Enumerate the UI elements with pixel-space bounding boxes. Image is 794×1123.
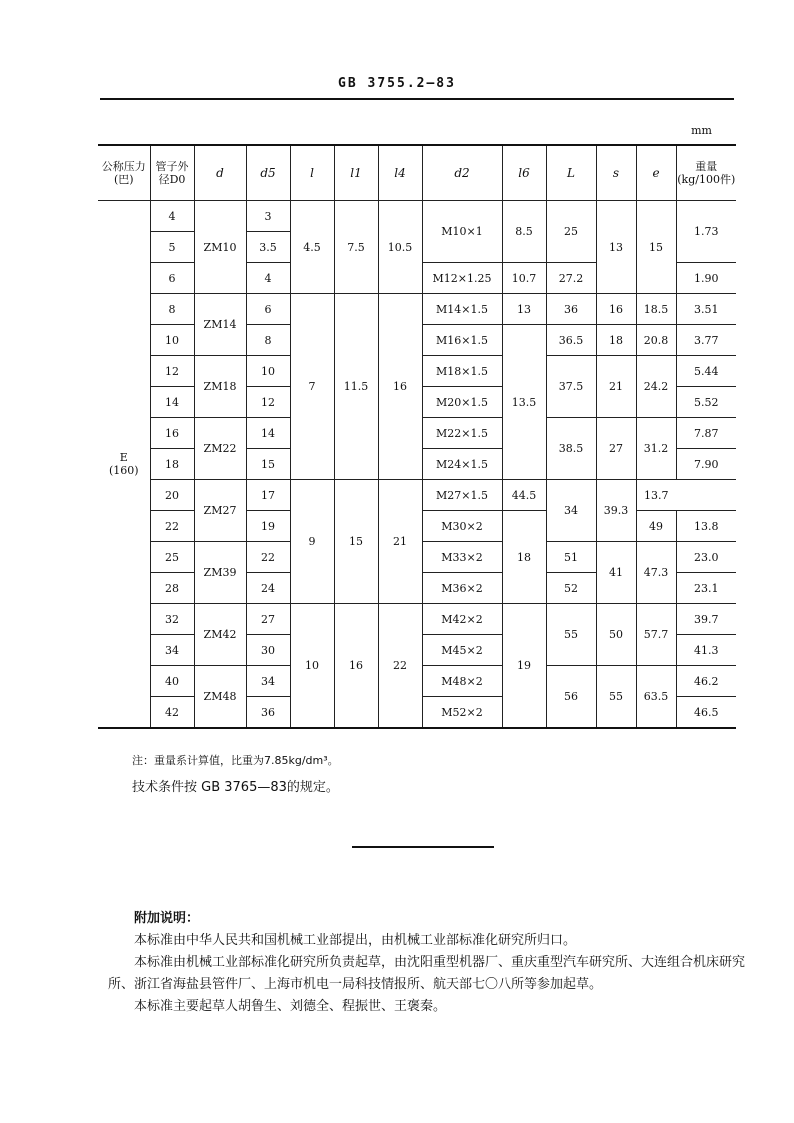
table-cell: 17 [246,480,290,511]
table-cell: 51 [546,542,596,573]
table-cell: 24.2 [636,356,676,418]
table-cell: 38.5 [546,418,596,480]
table-cell: 13.7 [636,480,676,511]
header-rule [100,98,734,100]
header-d: d [194,145,246,201]
table-cell: 56 [546,666,596,729]
table-cell: M45×2 [422,635,502,666]
table-cell: 63.5 [636,666,676,729]
table-cell: M36×2 [422,573,502,604]
table-cell: 12 [150,356,194,387]
header-d5: d5 [246,145,290,201]
table-cell: 5.52 [676,387,736,418]
header-outer-diameter: 管子外径D0 [150,145,194,201]
table-cell: ZM48 [194,666,246,729]
table-cell: 27.2 [546,263,596,294]
header-d2: d2 [422,145,502,201]
table-cell: 1.73 [676,201,736,263]
table-cell: 23.1 [676,573,736,604]
unit-label: mm [691,124,712,137]
table-cell: 13 [596,201,636,294]
pressure-value: (160) [108,464,139,477]
table-cell: 36 [546,294,596,325]
technical-conditions: 技术条件按 GB 3765—83的规定。 [132,780,339,795]
table-cell: 23.0 [676,542,736,573]
table-cell: M12×1.25 [422,263,502,294]
table-cell: 5 [150,232,194,263]
table-cell: 9 [290,480,334,604]
table-cell: M48×2 [422,666,502,697]
table-cell: 16 [334,604,378,729]
header-s: s [596,145,636,201]
table-cell: M14×1.5 [422,294,502,325]
table-cell: 28 [150,573,194,604]
appendix-section [108,908,748,1018]
table-cell: 50 [596,604,636,666]
table-cell: 55 [596,666,636,729]
table-cell: M16×1.5 [422,325,502,356]
table-cell: 8 [150,294,194,325]
header-e: e [636,145,676,201]
table-cell: M52×2 [422,697,502,729]
table-cell: 19 [246,511,290,542]
table-cell: 15 [636,201,676,294]
table-cell: 22 [246,542,290,573]
table-cell: M33×2 [422,542,502,573]
table-cell: 18 [150,449,194,480]
table-cell: 7.87 [676,418,736,449]
table-cell: 21 [596,356,636,418]
table-cell: 31.2 [636,418,676,480]
table-cell: 4.5 [290,201,334,294]
table-cell: 16 [378,294,422,480]
table-cell: 18 [596,325,636,356]
table-cell: 25 [546,201,596,263]
table-cell: 40 [150,666,194,697]
table-cell: 25 [150,542,194,573]
table-cell: 7 [290,294,334,480]
table-cell: 24 [246,573,290,604]
table-cell: 10.5 [378,201,422,294]
appendix-paragraph-2: 本标准由机械工业部标准化研究所负责起草，由沈阳重型机器厂、重庆重型汽车研究所、大连组合机床研究所、浙江省海盐县管件厂、上海市机电一局科技情报所、航天部七〇八所等参加起草。 [108,955,746,992]
table-cell: 6 [150,263,194,294]
table-cell: 7.5 [334,201,378,294]
table-cell: 32 [150,604,194,635]
table-cell: M22×1.5 [422,418,502,449]
table-cell: 39.3 [596,480,636,542]
table-cell: 34 [150,635,194,666]
table-cell: 4 [150,201,194,232]
table-cell: 57.7 [636,604,676,666]
table-cell: ZM39 [194,542,246,604]
table-cell: ZM18 [194,356,246,418]
appendix-paragraph-1: 本标准由中华人民共和国机械工业部提出，由机械工业部标准化研究所归口。 [134,933,577,948]
table-cell: 13 [502,294,546,325]
table-cell: 44.5 [502,480,546,511]
table-cell: 20 [150,480,194,511]
table-cell: 3.77 [676,325,736,356]
table-cell: 39.7 [676,604,736,635]
table-cell: 34 [546,480,596,542]
table-cell: 41.3 [676,635,736,666]
table-cell: 4 [246,263,290,294]
table-cell: 18 [502,511,546,604]
table-cell: 1.90 [676,263,736,294]
dimension-table [98,144,736,729]
table-cell: 21 [378,480,422,604]
pressure-label: E [119,451,128,464]
table-cell: 10 [246,356,290,387]
table-cell: ZM14 [194,294,246,356]
header-weight: 重量(kg/100件) [676,145,736,201]
table-cell: 10 [150,325,194,356]
table-cell: 5.44 [676,356,736,387]
table-cell: M24×1.5 [422,449,502,480]
table-cell: 27 [246,604,290,635]
table-cell: 49 [636,511,676,542]
table-cell: 20.8 [636,325,676,356]
standard-code-header: GB 3755.2—83 [338,76,456,91]
table-cell: 55 [546,604,596,666]
table-cell: 36 [246,697,290,729]
table-cell: 27 [596,418,636,480]
table-cell: 37.5 [546,356,596,418]
table-cell: ZM42 [194,604,246,666]
table-cell: M18×1.5 [422,356,502,387]
header-l6: l6 [502,145,546,201]
table-cell: 11.5 [334,294,378,480]
table-cell: 10.7 [502,263,546,294]
header-l4: l4 [378,145,422,201]
table-cell: 14 [150,387,194,418]
table-cell: 8.5 [502,201,546,263]
table-cell: 14 [246,418,290,449]
table-cell: M27×1.5 [422,480,502,511]
table-cell: 6 [246,294,290,325]
table-cell: 3 [246,201,290,232]
table-cell: ZM22 [194,418,246,480]
table-cell: M20×1.5 [422,387,502,418]
table-cell: M30×2 [422,511,502,542]
header-pressure: 公称压力(巴) [98,145,150,201]
table-cell: 41 [596,542,636,604]
table-cell: 42 [150,697,194,729]
table-cell: M10×1 [422,201,502,263]
table-cell: 22 [378,604,422,729]
table-cell: 36.5 [546,325,596,356]
table-cell: 52 [546,573,596,604]
appendix-title: 附加说明： [134,911,200,926]
table-cell: 46.5 [676,697,736,729]
table-cell: 13.8 [676,511,736,542]
table-cell: 3.51 [676,294,736,325]
table-cell: 22 [150,511,194,542]
header-L: L [546,145,596,201]
table-cell: 16 [150,418,194,449]
table-cell: 47.3 [636,542,676,604]
table-cell: 34 [246,666,290,697]
table-cell: 12 [246,387,290,418]
weight-note: 注：重量系计算值，比重为7.85kg/dm³。 [132,754,339,767]
table-cell: ZM27 [194,480,246,542]
header-l1: l1 [334,145,378,201]
table-cell: ZM10 [194,201,246,294]
table-cell: 3.5 [246,232,290,263]
table-cell: 16 [596,294,636,325]
table-cell: 15 [246,449,290,480]
table-cell: 15 [334,480,378,604]
header-l: l [290,145,334,201]
section-divider [352,846,494,848]
table-cell: 8 [246,325,290,356]
table-cell: 10 [290,604,334,729]
appendix-paragraph-3: 本标准主要起草人胡鲁生、刘德全、程振世、王褒秦。 [134,999,447,1014]
pressure-cell [98,201,150,729]
table-cell: M42×2 [422,604,502,635]
table-cell: 13.5 [502,325,546,480]
table-cell: 18.5 [636,294,676,325]
table-cell: 7.90 [676,449,736,480]
table-cell: 46.2 [676,666,736,697]
table-cell: 19 [502,604,546,729]
table-cell: 30 [246,635,290,666]
